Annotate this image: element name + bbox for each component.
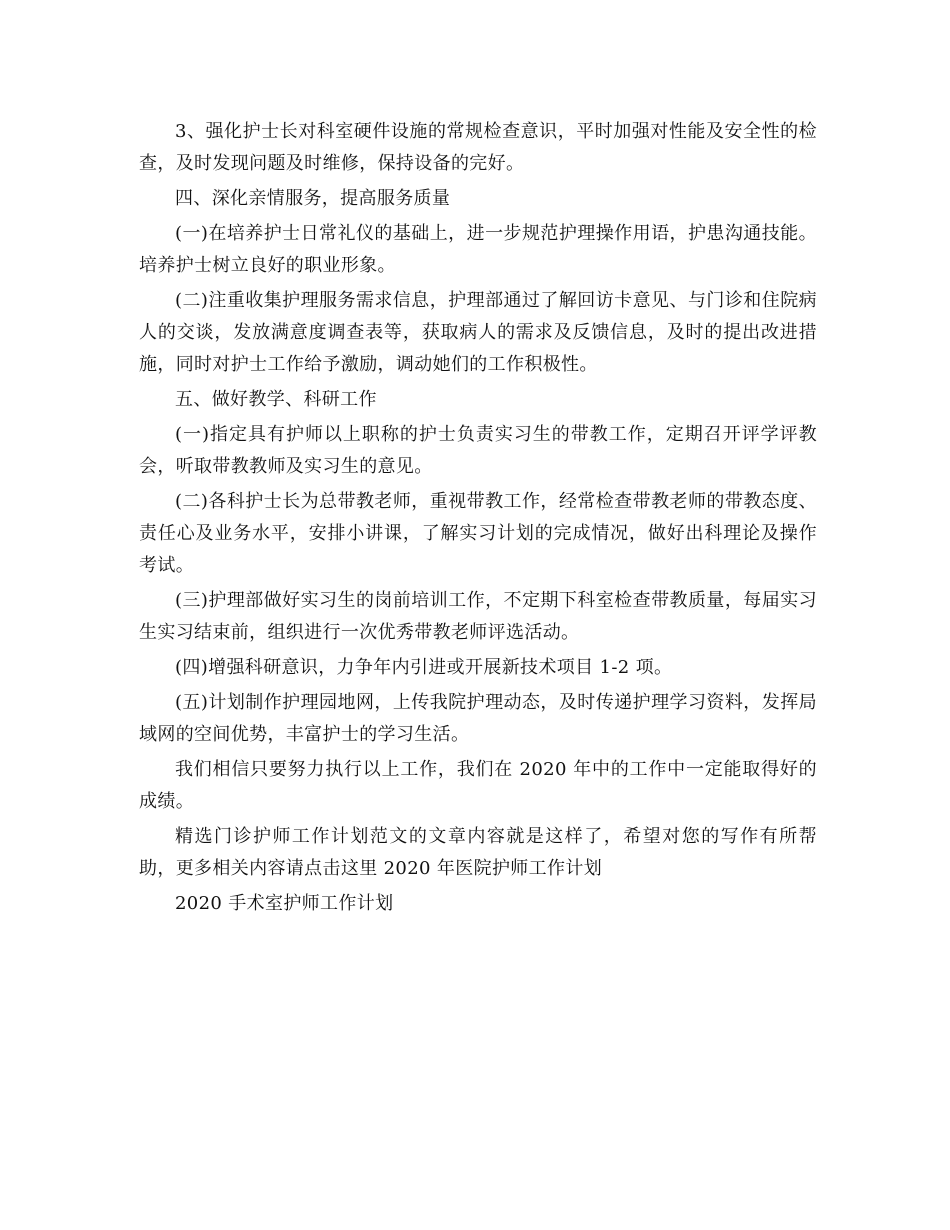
related-title: 2020 手术室护师工作计划 — [175, 893, 394, 914]
closing-paragraph: 我们相信只要努力执行以上工作，我们在 2020 年中的工作中一定能取得好的成绩。 — [139, 759, 817, 812]
paragraph-5-1: (一)指定具有护师以上职称的护士负责实习生的带教工作，定期召开评学评教会，听取带教教师及实习生的意见。 — [139, 424, 817, 477]
paragraph-item-3: 3、强化护士长对科室硬件设施的常规检查意识，平时加强对性能及安全性的检查，及时发现问题及时维修，保持设备的完好。 — [139, 121, 817, 174]
paragraph-5-3: (三)护理部做好实习生的岗前培训工作，不定期下科室检查带教质量，每届实习生实习结束前，组织进行一次优秀带教老师评选活动。 — [139, 590, 817, 643]
paragraph-5-5: (五)计划制作护理园地网，上传我院护理动态，及时传递护理学习资料，发挥局域网的空间优势，丰富护士的学习生活。 — [139, 692, 817, 745]
section-heading-5: 五、做好教学、科研工作 — [175, 389, 377, 410]
document-body — [139, 116, 817, 923]
section-heading-4: 四、深化亲情服务，提高服务质量 — [175, 188, 451, 209]
paragraph-4-2: (二)注重收集护理服务需求信息，护理部通过了解回访卡意见、与门诊和住院病人的交谈，发放满意度调查表等，获取病人的需求及反馈信息，及时的提出改进措施，同时对护士工作给予激励，调动她们的工作积极性。 — [139, 290, 817, 375]
paragraph-5-2: (二)各科护士长为总带教老师，重视带教工作，经常检查带教老师的带教态度、责任心及业务水平，安排小讲课，了解实习计划的完成情况，做好出科理论及操作考试。 — [139, 491, 817, 576]
paragraph-5-4: (四)增强科研意识，力争年内引进或开展新技术项目 1-2 项。 — [175, 657, 673, 678]
paragraph-4-1: (一)在培养护士日常礼仪的基础上，进一步规范护理操作用语，护患沟通技能。培养护士树立良好的职业形象。 — [139, 223, 817, 276]
footer-note: 精选门诊护师工作计划范文的文章内容就是这样了，希望对您的写作有所帮助，更多相关内容请点击这里 2020 年医院护师工作计划 — [139, 826, 817, 879]
